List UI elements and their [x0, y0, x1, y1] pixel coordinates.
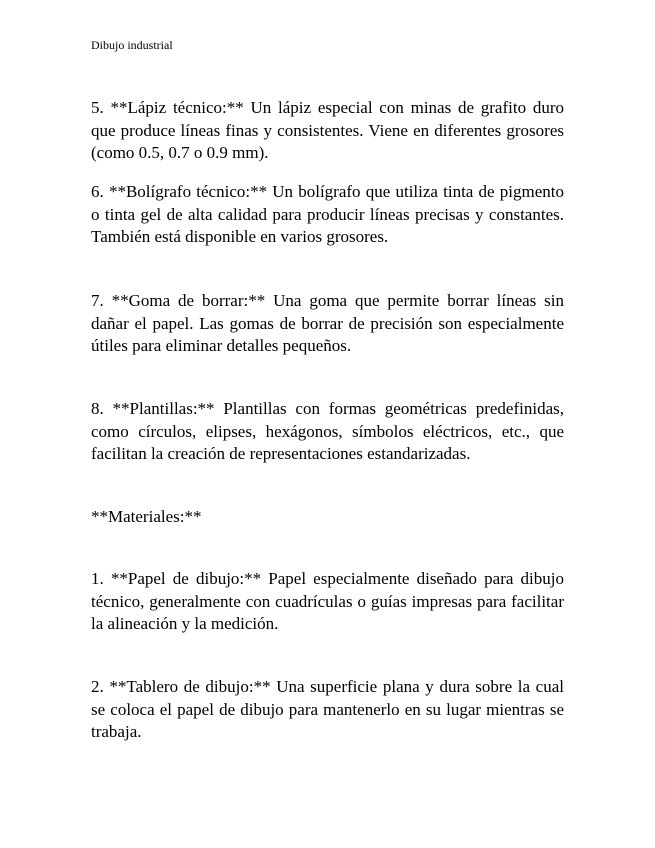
- paragraph-papel-de-dibujo: 1. **Papel de dibujo:** Papel especialmente diseñado para dibujo técnico, generalmente con cuadrículas o guías impresas para facilitar la alineación y la medición.: [91, 569, 564, 634]
- paragraph-goma-de-borrar: 7. **Goma de borrar:** Una goma que permite borrar líneas sin dañar el papel. Las gomas de borrar de precisión son especialmente útiles para eliminar detalles pequeños.: [91, 291, 564, 356]
- section-heading-materiales: **Materiales:**: [91, 507, 202, 526]
- running-header: Dibujo industrial: [91, 38, 173, 52]
- paragraph-plantillas: 8. **Plantillas:** Plantillas con formas geométricas predefinidas, como círculos, elipses, hexágonos, símbolos eléctricos, etc., que facilitan la creación de representaciones estandarizadas.: [91, 399, 564, 464]
- paragraph-boligrafo-tecnico: 6. **Bolígrafo técnico:** Un bolígrafo que utiliza tinta de pigmento o tinta gel de alta calidad para producir líneas precisas y constantes. También está disponible en varios grosores.: [91, 182, 564, 247]
- paragraph-lapiz-tecnico: 5. **Lápiz técnico:** Un lápiz especial con minas de grafito duro que produce líneas finas y consistentes. Viene en diferentes grosores (como 0.5, 0.7 o 0.9 mm).: [91, 98, 564, 163]
- paragraph-tablero-de-dibujo: 2. **Tablero de dibujo:** Una superficie plana y dura sobre la cual se coloca el papel de dibujo para mantenerlo en su lugar mientras se trabaja.: [91, 677, 564, 742]
